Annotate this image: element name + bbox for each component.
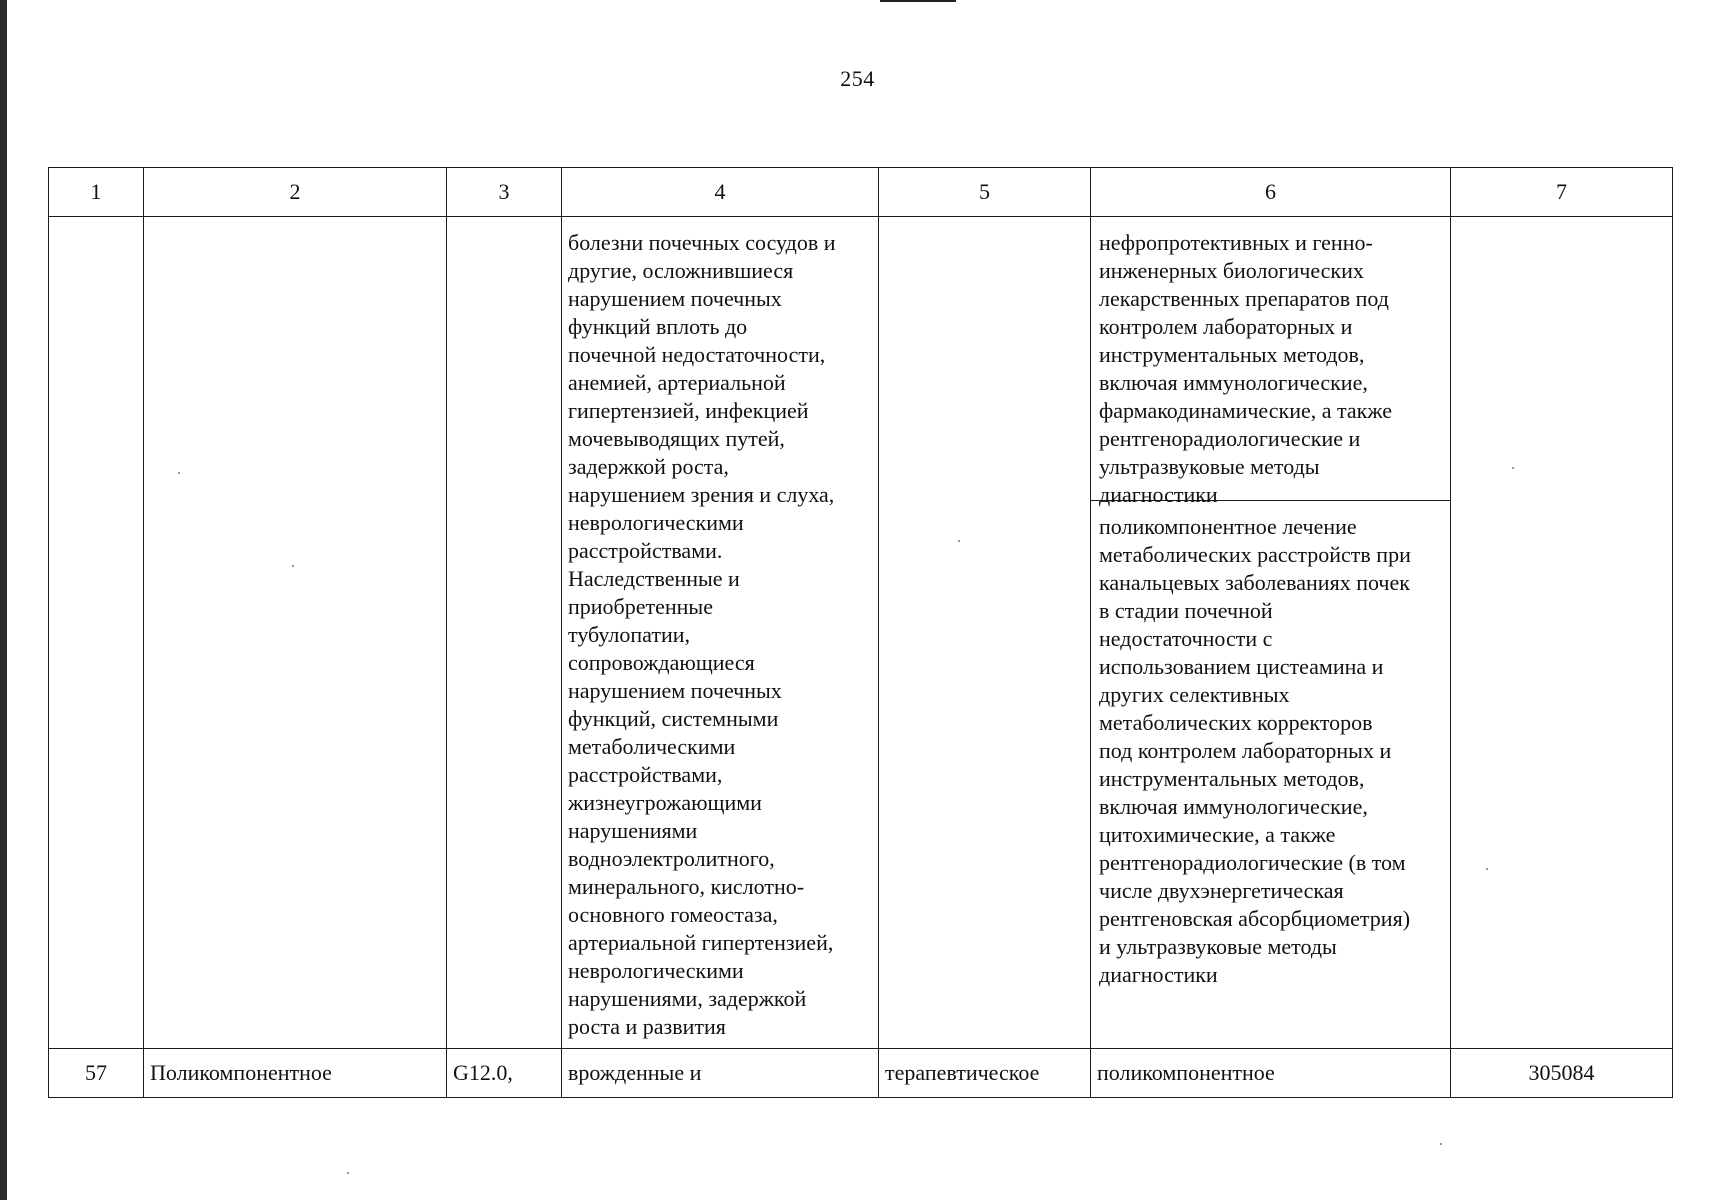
header-cell-2: 2	[144, 168, 447, 217]
page-number: 254	[840, 66, 875, 91]
row57-col5: терапевтическое	[879, 1049, 1091, 1098]
document-table	[48, 167, 1673, 1098]
row57-col1: 57	[49, 1049, 144, 1098]
header-cell-5: 5	[879, 168, 1091, 217]
scan-speck	[958, 540, 960, 542]
scan-left-edge	[0, 0, 7, 1200]
table-header-row	[49, 168, 1673, 217]
header-cell-4: 4	[562, 168, 879, 217]
continuation-cell-2	[144, 217, 447, 1049]
row57-col6: поликомпонентное	[1091, 1049, 1451, 1098]
header-cell-6: 6	[1091, 168, 1451, 217]
continuation-col6-top-text: нефропротективных и генно- инженерных биологических лекарственных препаратов под контролем лабораторных и инструментальных методов, включая иммунологические, фармакодинамические, а также рентгенорадиологические и ультразвуковые методы диагностики	[1091, 217, 1450, 501]
header-cell-7: 7	[1451, 168, 1673, 217]
continuation-col5-text	[879, 217, 1090, 235]
continuation-col4-text: болезни почечных сосудов и другие, осложнившиеся нарушением почечных функций вплоть до почечной недостаточности, анемией, артериальной гипертензией, инфекцией мочевыводящих путей, задержкой роста, нарушением зрения и слуха, неврологическими расстройствами. Наследственные и приобретенные тубулопатии, сопровождающиеся нарушением почечных функций, системными метаболическими расстройствами, жизнеугрожающими нарушениями водноэлектролитного, минерального, кислотно- основного гомеостаза, артериальной гипертензией, неврологическими нарушениями, задержкой роста и развития	[568, 230, 836, 1039]
scan-speck	[1486, 868, 1488, 870]
continuation-col7-text	[1451, 217, 1672, 235]
continuation-cell-3	[447, 217, 562, 1049]
header-cell-3: 3	[447, 168, 562, 217]
continuation-cell-1	[49, 217, 144, 1049]
row57-col2: Поликомпонентное	[144, 1049, 447, 1098]
row57-col4: врожденные и	[562, 1049, 879, 1098]
continuation-cell-5	[879, 217, 1091, 1049]
continuation-col1-text	[49, 217, 143, 235]
scan-speck	[347, 1172, 349, 1174]
scan-speck	[1512, 467, 1514, 469]
scan-speck	[1440, 1143, 1442, 1145]
continuation-cell-6	[1091, 217, 1451, 1049]
continuation-col3-text	[447, 217, 561, 235]
row57-col3: G12.0,	[447, 1049, 562, 1098]
continuation-col2-text	[144, 217, 446, 235]
row57-col7: 305084	[1451, 1049, 1673, 1098]
scan-speck	[292, 565, 294, 567]
header-cell-1: 1	[49, 168, 144, 217]
continuation-cell-4	[562, 217, 879, 1049]
table-row-continuation	[49, 217, 1673, 1049]
scan-top-mark	[880, 0, 956, 2]
continuation-cell-7	[1451, 217, 1673, 1049]
continuation-col6-bottom-text: поликомпонентное лечение метаболических расстройств при канальцевых заболеваниях почек в стадии почечной недостаточности с использованием цистеамина и других селективных метаболических корректоров под контролем лабораторных и инструментальных методов, включая иммунологические, цитохимические, а также рентгенорадиологические (в том числе двухэнергетическая рентгеновская абсорбциометрия) и ультразвуковые методы диагностики	[1099, 514, 1411, 987]
scan-speck	[178, 472, 180, 474]
table-row-57	[49, 1049, 1673, 1098]
